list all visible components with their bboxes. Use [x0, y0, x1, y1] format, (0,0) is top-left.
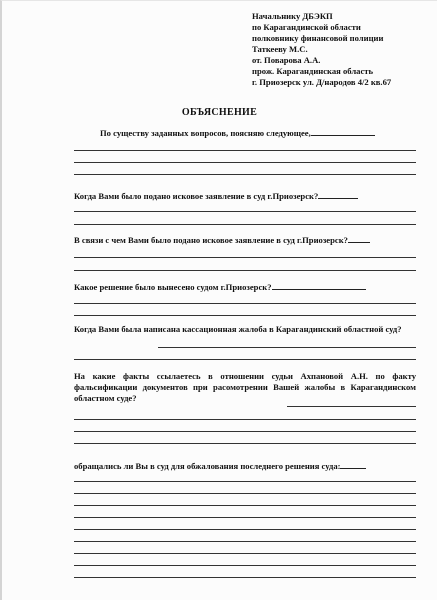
question-text: Когда Вами была написана кассационная жалоба в Карагандинский областной суд? — [74, 324, 402, 334]
question-text: По существу заданных вопросов, поясняю следующее, — [100, 128, 311, 138]
question-1 — [74, 190, 416, 202]
answer-blank[interactable] — [318, 190, 358, 199]
answer-line[interactable] — [74, 303, 416, 304]
question-text: На какие факты ссылаетесь в отношении судьи Ахпановой А.Н. по факту фальсификации документов при расомотрении Вашей жалобы в Карагандинском областном суде? — [74, 371, 416, 403]
answer-line[interactable] — [74, 541, 416, 542]
answer-line[interactable] — [74, 517, 416, 518]
question-intro — [100, 127, 416, 139]
answer-line[interactable] — [74, 211, 416, 212]
answer-line[interactable] — [74, 257, 416, 258]
addressee-line: полковнику финансовой полиции — [252, 33, 384, 43]
answer-line[interactable] — [74, 359, 416, 360]
answer-line[interactable] — [74, 162, 416, 163]
question-3 — [74, 281, 416, 293]
addressee-line: от. Поварова А.А. — [252, 55, 321, 65]
addressee-block — [252, 11, 436, 88]
answer-line[interactable] — [74, 270, 416, 271]
document-title: ОБЪЯСНЕНИЕ — [181, 107, 258, 118]
answer-line[interactable] — [74, 529, 416, 530]
answer-line[interactable] — [74, 493, 416, 494]
answer-line[interactable] — [74, 481, 416, 482]
answer-blank[interactable] — [311, 127, 375, 136]
question-5 — [74, 371, 416, 406]
question-text: Какое решение было вынесено судом г.Приозерск? — [74, 282, 272, 292]
question-4 — [74, 324, 416, 348]
question-text: обращались ли Вы в суд для обжалования последнего решения суда: — [74, 461, 341, 471]
addressee-line: Начальнику ДБЭКП — [252, 11, 333, 21]
addressee-line: г. Приозерск ул. Д/народов 4/2 кв.67 — [252, 77, 392, 87]
answer-line[interactable] — [74, 443, 416, 444]
addressee-line: прож. Карагандинская область — [252, 66, 374, 76]
answer-line[interactable] — [158, 347, 416, 348]
answer-line[interactable] — [74, 174, 416, 175]
answer-line[interactable] — [74, 419, 416, 420]
question-text: Когда Вами было подано исковое заявление в суд г.Приозерск? — [74, 191, 319, 201]
answer-line[interactable] — [74, 565, 416, 566]
answer-blank[interactable] — [340, 460, 366, 469]
question-6 — [74, 460, 416, 472]
answer-line[interactable] — [74, 315, 416, 316]
answer-blank[interactable] — [272, 281, 366, 290]
question-2 — [74, 234, 416, 246]
question-text: В связи с чем Вами было подано исковое заявление в суд г.Приозерск? — [74, 235, 348, 245]
answer-line[interactable] — [74, 431, 416, 432]
answer-line[interactable] — [74, 553, 416, 554]
answer-line[interactable] — [74, 505, 416, 506]
addressee-line: Таткееву М.С. — [252, 44, 308, 54]
answer-line[interactable] — [74, 224, 416, 225]
answer-blank[interactable] — [348, 234, 370, 243]
answer-line[interactable] — [287, 406, 416, 407]
answer-line[interactable] — [74, 577, 416, 578]
addressee-line: по Карагандинской области — [252, 22, 361, 32]
answer-line[interactable] — [74, 150, 416, 151]
